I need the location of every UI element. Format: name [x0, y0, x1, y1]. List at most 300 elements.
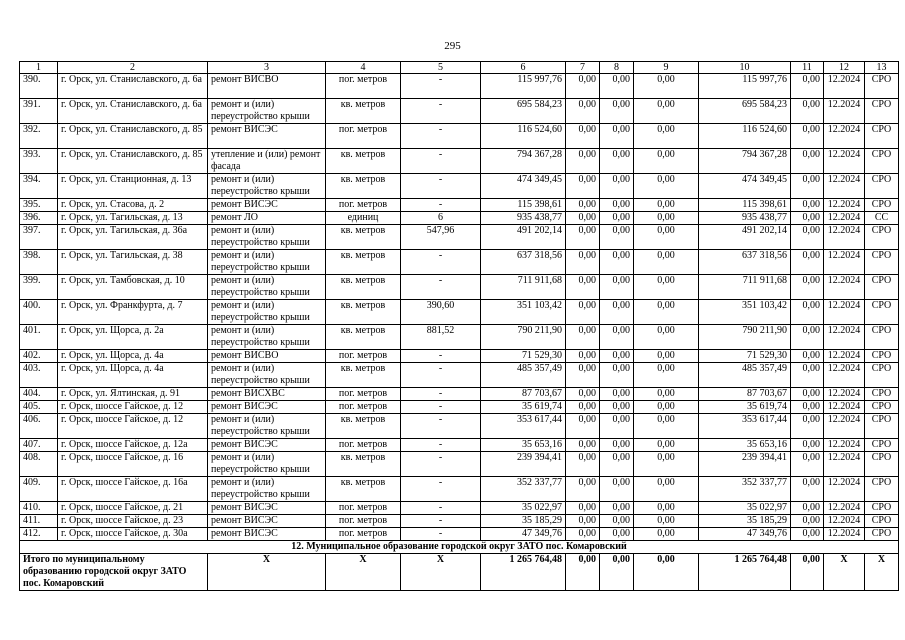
address-cell: г. Орск, шоссе Гайское, д. 16а: [58, 477, 208, 502]
quantity-cell: -: [401, 149, 481, 174]
address-cell: г. Орск, ул. Тагильская, д. 36а: [58, 225, 208, 250]
header-cell: 12: [824, 62, 865, 74]
value-cell: 0,00: [634, 199, 699, 212]
address-cell: г. Орск, ул. Станиславского, д. 6а: [58, 99, 208, 124]
row-number-cell: 400.: [20, 300, 58, 325]
method-cell: СРО: [865, 414, 899, 439]
method-cell: СРО: [865, 149, 899, 174]
row-number-cell: 398.: [20, 250, 58, 275]
total-cell: 0,00: [791, 554, 824, 591]
value-cell: 0,00: [600, 212, 634, 225]
value-cell: 0,00: [600, 502, 634, 515]
cost-cell: 351 103,42: [699, 300, 791, 325]
value-cell: 0,00: [791, 502, 824, 515]
cost-cell: 115 997,76: [699, 74, 791, 99]
method-cell: СРО: [865, 439, 899, 452]
unit-cell: пог. метров: [326, 401, 401, 414]
value-cell: 0,00: [634, 401, 699, 414]
total-cost-cell: 116 524,60: [481, 124, 566, 149]
quantity-cell: -: [401, 174, 481, 199]
table-row: [20, 325, 899, 350]
value-cell: 0,00: [634, 250, 699, 275]
total-cost-cell: 35 022,97: [481, 502, 566, 515]
value-cell: 0,00: [791, 325, 824, 350]
quantity-cell: -: [401, 515, 481, 528]
value-cell: 0,00: [566, 99, 600, 124]
value-cell: 0,00: [566, 414, 600, 439]
section-row: [20, 541, 899, 554]
work-type-cell: ремонт ВИСЭС: [208, 502, 326, 515]
work-type-cell: ремонт и (или) переустройство крыши: [208, 300, 326, 325]
value-cell: 0,00: [791, 149, 824, 174]
address-cell: г. Орск, ул. Щорса, д. 4а: [58, 350, 208, 363]
unit-cell: пог. метров: [326, 528, 401, 541]
unit-cell: кв. метров: [326, 225, 401, 250]
total-cell: X: [824, 554, 865, 591]
total-cell: 0,00: [566, 554, 600, 591]
deadline-cell: 12.2024: [824, 149, 865, 174]
deadline-cell: 12.2024: [824, 515, 865, 528]
row-number-cell: 411.: [20, 515, 58, 528]
work-type-cell: ремонт ВИСВО: [208, 74, 326, 99]
address-cell: г. Орск, ул. Станционная, д. 13: [58, 174, 208, 199]
cost-cell: 794 367,28: [699, 149, 791, 174]
deadline-cell: 12.2024: [824, 325, 865, 350]
unit-cell: пог. метров: [326, 124, 401, 149]
deadline-cell: 12.2024: [824, 388, 865, 401]
work-type-cell: ремонт и (или) переустройство крыши: [208, 99, 326, 124]
unit-cell: кв. метров: [326, 414, 401, 439]
work-type-cell: ремонт и (или) переустройство крыши: [208, 363, 326, 388]
address-cell: г. Орск, шоссе Гайское, д. 12: [58, 401, 208, 414]
value-cell: 0,00: [600, 477, 634, 502]
value-cell: 0,00: [791, 212, 824, 225]
row-number-cell: 391.: [20, 99, 58, 124]
total-cell: 1 265 764,48: [481, 554, 566, 591]
total-cost-cell: 351 103,42: [481, 300, 566, 325]
cost-cell: 35 022,97: [699, 502, 791, 515]
quantity-cell: -: [401, 388, 481, 401]
work-type-cell: ремонт ЛО: [208, 212, 326, 225]
table-row: [20, 300, 899, 325]
value-cell: 0,00: [600, 300, 634, 325]
value-cell: 0,00: [600, 199, 634, 212]
unit-cell: кв. метров: [326, 99, 401, 124]
total-cost-cell: 47 349,76: [481, 528, 566, 541]
value-cell: 0,00: [566, 199, 600, 212]
value-cell: 0,00: [600, 528, 634, 541]
quantity-cell: -: [401, 439, 481, 452]
table-row: [20, 502, 899, 515]
value-cell: 0,00: [791, 515, 824, 528]
value-cell: 0,00: [600, 275, 634, 300]
unit-cell: кв. метров: [326, 174, 401, 199]
address-cell: г. Орск, шоссе Гайское, д. 21: [58, 502, 208, 515]
deadline-cell: 12.2024: [824, 452, 865, 477]
total-cell: 0,00: [634, 554, 699, 591]
total-cost-cell: 115 398,61: [481, 199, 566, 212]
header-cell: 11: [791, 62, 824, 74]
address-cell: г. Орск, ул. Тамбовская, д. 10: [58, 275, 208, 300]
work-type-cell: ремонт и (или) переустройство крыши: [208, 325, 326, 350]
quantity-cell: -: [401, 477, 481, 502]
row-number-cell: 412.: [20, 528, 58, 541]
total-cost-cell: 353 617,44: [481, 414, 566, 439]
value-cell: 0,00: [791, 174, 824, 199]
cost-cell: 790 211,90: [699, 325, 791, 350]
cost-cell: 35 653,16: [699, 439, 791, 452]
total-cost-cell: 87 703,67: [481, 388, 566, 401]
table-row: [20, 212, 899, 225]
value-cell: 0,00: [791, 401, 824, 414]
value-cell: 0,00: [634, 502, 699, 515]
value-cell: 0,00: [634, 515, 699, 528]
value-cell: 0,00: [634, 74, 699, 99]
method-cell: СРО: [865, 124, 899, 149]
deadline-cell: 12.2024: [824, 212, 865, 225]
address-cell: г. Орск, ул. Станиславского, д. 85: [58, 124, 208, 149]
method-cell: СРО: [865, 325, 899, 350]
value-cell: 0,00: [566, 212, 600, 225]
value-cell: 0,00: [634, 414, 699, 439]
address-cell: г. Орск, ул. Ялтинская, д. 91: [58, 388, 208, 401]
quantity-cell: -: [401, 199, 481, 212]
value-cell: 0,00: [791, 225, 824, 250]
method-cell: СРО: [865, 528, 899, 541]
method-cell: СРО: [865, 452, 899, 477]
unit-cell: кв. метров: [326, 275, 401, 300]
header-cell: 4: [326, 62, 401, 74]
value-cell: 0,00: [791, 350, 824, 363]
table-row: [20, 99, 899, 124]
row-number-cell: 390.: [20, 74, 58, 99]
page-number: 295: [444, 40, 461, 52]
table-row: [20, 74, 899, 99]
deadline-cell: 12.2024: [824, 401, 865, 414]
total-cost-cell: 790 211,90: [481, 325, 566, 350]
row-number-cell: 407.: [20, 439, 58, 452]
address-cell: г. Орск, шоссе Гайское, д. 12а: [58, 439, 208, 452]
value-cell: 0,00: [600, 325, 634, 350]
address-cell: г. Орск, ул. Станиславского, д. 6а: [58, 74, 208, 99]
quantity-cell: -: [401, 401, 481, 414]
quantity-cell: 6: [401, 212, 481, 225]
value-cell: 0,00: [600, 174, 634, 199]
value-cell: 0,00: [600, 439, 634, 452]
unit-cell: пог. метров: [326, 439, 401, 452]
total-cell: 1 265 764,48: [699, 554, 791, 591]
quantity-cell: -: [401, 99, 481, 124]
total-cost-cell: 35 653,16: [481, 439, 566, 452]
address-cell: г. Орск, ул. Стасова, д. 2: [58, 199, 208, 212]
quantity-cell: -: [401, 528, 481, 541]
table-row: [20, 401, 899, 414]
row-number-cell: 394.: [20, 174, 58, 199]
row-number-cell: 405.: [20, 401, 58, 414]
value-cell: 0,00: [634, 275, 699, 300]
value-cell: 0,00: [634, 388, 699, 401]
value-cell: 0,00: [634, 212, 699, 225]
value-cell: 0,00: [791, 388, 824, 401]
value-cell: 0,00: [634, 124, 699, 149]
value-cell: 0,00: [566, 250, 600, 275]
value-cell: 0,00: [566, 74, 600, 99]
method-cell: СС: [865, 212, 899, 225]
value-cell: 0,00: [791, 199, 824, 212]
method-cell: СРО: [865, 477, 899, 502]
method-cell: СРО: [865, 250, 899, 275]
unit-cell: кв. метров: [326, 149, 401, 174]
deadline-cell: 12.2024: [824, 414, 865, 439]
cost-cell: 116 524,60: [699, 124, 791, 149]
work-type-cell: ремонт и (или) переустройство крыши: [208, 414, 326, 439]
value-cell: 0,00: [566, 350, 600, 363]
deadline-cell: 12.2024: [824, 250, 865, 275]
value-cell: 0,00: [634, 225, 699, 250]
value-cell: 0,00: [791, 250, 824, 275]
row-number-cell: 392.: [20, 124, 58, 149]
quantity-cell: -: [401, 502, 481, 515]
total-cell: X: [208, 554, 326, 591]
method-cell: СРО: [865, 363, 899, 388]
value-cell: 0,00: [566, 325, 600, 350]
deadline-cell: 12.2024: [824, 363, 865, 388]
unit-cell: кв. метров: [326, 250, 401, 275]
value-cell: 0,00: [600, 225, 634, 250]
value-cell: 0,00: [600, 250, 634, 275]
work-type-cell: ремонт и (или) переустройство крыши: [208, 477, 326, 502]
total-cost-cell: 35 185,29: [481, 515, 566, 528]
work-type-cell: ремонт и (или) переустройство крыши: [208, 452, 326, 477]
unit-cell: кв. метров: [326, 363, 401, 388]
table-row: [20, 439, 899, 452]
value-cell: 0,00: [600, 74, 634, 99]
method-cell: СРО: [865, 275, 899, 300]
unit-cell: пог. метров: [326, 74, 401, 99]
total-cost-cell: 239 394,41: [481, 452, 566, 477]
value-cell: 0,00: [566, 388, 600, 401]
value-cell: 0,00: [566, 300, 600, 325]
row-number-cell: 396.: [20, 212, 58, 225]
total-cell: X: [865, 554, 899, 591]
deadline-cell: 12.2024: [824, 477, 865, 502]
work-type-cell: ремонт ВИСВО: [208, 350, 326, 363]
unit-cell: единиц: [326, 212, 401, 225]
deadline-cell: 12.2024: [824, 174, 865, 199]
table-row: [20, 350, 899, 363]
deadline-cell: 12.2024: [824, 124, 865, 149]
value-cell: 0,00: [600, 515, 634, 528]
row-number-cell: 395.: [20, 199, 58, 212]
table-row: [20, 275, 899, 300]
header-cell: 6: [481, 62, 566, 74]
cost-cell: 491 202,14: [699, 225, 791, 250]
deadline-cell: 12.2024: [824, 225, 865, 250]
quantity-cell: 390,60: [401, 300, 481, 325]
value-cell: 0,00: [634, 99, 699, 124]
quantity-cell: -: [401, 363, 481, 388]
deadline-cell: 12.2024: [824, 99, 865, 124]
unit-cell: кв. метров: [326, 452, 401, 477]
work-type-cell: ремонт и (или) переустройство крыши: [208, 174, 326, 199]
total-cost-cell: 794 367,28: [481, 149, 566, 174]
value-cell: 0,00: [566, 124, 600, 149]
value-cell: 0,00: [634, 452, 699, 477]
work-type-cell: ремонт и (или) переустройство крыши: [208, 275, 326, 300]
work-type-cell: ремонт и (или) переустройство крыши: [208, 225, 326, 250]
method-cell: СРО: [865, 388, 899, 401]
value-cell: 0,00: [566, 439, 600, 452]
method-cell: СРО: [865, 401, 899, 414]
cost-cell: 239 394,41: [699, 452, 791, 477]
value-cell: 0,00: [634, 477, 699, 502]
total-cost-cell: 935 438,77: [481, 212, 566, 225]
address-cell: г. Орск, ул. Станиславского, д. 85: [58, 149, 208, 174]
value-cell: 0,00: [600, 414, 634, 439]
unit-cell: кв. метров: [326, 477, 401, 502]
total-cell: X: [326, 554, 401, 591]
quantity-cell: -: [401, 452, 481, 477]
header-cell: 5: [401, 62, 481, 74]
method-cell: СРО: [865, 99, 899, 124]
value-cell: 0,00: [566, 363, 600, 388]
header-cell: 1: [20, 62, 58, 74]
value-cell: 0,00: [566, 275, 600, 300]
table-row: [20, 174, 899, 199]
unit-cell: пог. метров: [326, 515, 401, 528]
cost-cell: 485 357,49: [699, 363, 791, 388]
address-cell: г. Орск, ул. Щорса, д. 2а: [58, 325, 208, 350]
total-cell: 0,00: [600, 554, 634, 591]
table-row: [20, 528, 899, 541]
header-cell: 3: [208, 62, 326, 74]
address-cell: г. Орск, шоссе Гайское, д. 12: [58, 414, 208, 439]
value-cell: 0,00: [791, 414, 824, 439]
quantity-cell: 881,52: [401, 325, 481, 350]
value-cell: 0,00: [566, 452, 600, 477]
value-cell: 0,00: [566, 149, 600, 174]
work-type-cell: ремонт ВИСЭС: [208, 528, 326, 541]
unit-cell: пог. метров: [326, 350, 401, 363]
total-cost-cell: 35 619,74: [481, 401, 566, 414]
total-cost-cell: 352 337,77: [481, 477, 566, 502]
deadline-cell: 12.2024: [824, 439, 865, 452]
total-cost-cell: 491 202,14: [481, 225, 566, 250]
row-number-cell: 410.: [20, 502, 58, 515]
total-row: [20, 554, 899, 591]
unit-cell: кв. метров: [326, 300, 401, 325]
row-number-cell: 393.: [20, 149, 58, 174]
row-number-cell: 404.: [20, 388, 58, 401]
method-cell: СРО: [865, 199, 899, 212]
cost-cell: 352 337,77: [699, 477, 791, 502]
row-number-cell: 408.: [20, 452, 58, 477]
cost-cell: 935 438,77: [699, 212, 791, 225]
value-cell: 0,00: [634, 325, 699, 350]
table-row: [20, 477, 899, 502]
method-cell: СРО: [865, 515, 899, 528]
value-cell: 0,00: [791, 439, 824, 452]
deadline-cell: 12.2024: [824, 300, 865, 325]
value-cell: 0,00: [634, 350, 699, 363]
cost-cell: 71 529,30: [699, 350, 791, 363]
value-cell: 0,00: [791, 99, 824, 124]
table-row: [20, 515, 899, 528]
cost-cell: 695 584,23: [699, 99, 791, 124]
deadline-cell: 12.2024: [824, 199, 865, 212]
table-row: [20, 363, 899, 388]
row-number-cell: 402.: [20, 350, 58, 363]
value-cell: 0,00: [634, 149, 699, 174]
deadline-cell: 12.2024: [824, 275, 865, 300]
header-cell: 8: [600, 62, 634, 74]
method-cell: СРО: [865, 300, 899, 325]
cost-cell: 474 349,45: [699, 174, 791, 199]
total-cost-cell: 474 349,45: [481, 174, 566, 199]
quantity-cell: 547,96: [401, 225, 481, 250]
total-cost-cell: 637 318,56: [481, 250, 566, 275]
quantity-cell: -: [401, 250, 481, 275]
unit-cell: пог. метров: [326, 388, 401, 401]
total-cost-cell: 71 529,30: [481, 350, 566, 363]
quantity-cell: -: [401, 124, 481, 149]
section-title: 12. Муниципальное образование городской округ ЗАТО пос. Комаровский: [20, 541, 899, 554]
address-cell: г. Орск, шоссе Гайское, д. 30а: [58, 528, 208, 541]
quantity-cell: -: [401, 414, 481, 439]
total-cost-cell: 115 997,76: [481, 74, 566, 99]
row-number-cell: 409.: [20, 477, 58, 502]
quantity-cell: -: [401, 74, 481, 99]
total-cost-cell: 485 357,49: [481, 363, 566, 388]
address-cell: г. Орск, ул. Тагильская, д. 38: [58, 250, 208, 275]
method-cell: СРО: [865, 174, 899, 199]
column-number-header: [20, 62, 899, 74]
header-cell: 9: [634, 62, 699, 74]
method-cell: СРО: [865, 502, 899, 515]
address-cell: г. Орск, ул. Франкфурта, д. 7: [58, 300, 208, 325]
value-cell: 0,00: [600, 149, 634, 174]
value-cell: 0,00: [566, 502, 600, 515]
work-type-cell: ремонт ВИСЭС: [208, 515, 326, 528]
value-cell: 0,00: [600, 363, 634, 388]
deadline-cell: 12.2024: [824, 74, 865, 99]
cost-cell: 47 349,76: [699, 528, 791, 541]
value-cell: 0,00: [600, 99, 634, 124]
value-cell: 0,00: [791, 477, 824, 502]
deadline-cell: 12.2024: [824, 502, 865, 515]
method-cell: СРО: [865, 225, 899, 250]
value-cell: 0,00: [566, 225, 600, 250]
value-cell: 0,00: [791, 363, 824, 388]
cost-cell: 637 318,56: [699, 250, 791, 275]
cost-cell: 87 703,67: [699, 388, 791, 401]
cost-cell: 35 185,29: [699, 515, 791, 528]
value-cell: 0,00: [634, 439, 699, 452]
work-type-cell: ремонт и (или) переустройство крыши: [208, 250, 326, 275]
address-cell: г. Орск, ул. Тагильская, д. 13: [58, 212, 208, 225]
header-cell: 2: [58, 62, 208, 74]
value-cell: 0,00: [566, 174, 600, 199]
row-number-cell: 401.: [20, 325, 58, 350]
work-type-cell: ремонт ВИСЭС: [208, 199, 326, 212]
capital-repair-table: [19, 61, 899, 591]
work-type-cell: утепление и (или) ремонт фасада: [208, 149, 326, 174]
value-cell: 0,00: [791, 124, 824, 149]
value-cell: 0,00: [634, 300, 699, 325]
address-cell: г. Орск, ул. Щорса, д. 4а: [58, 363, 208, 388]
deadline-cell: 12.2024: [824, 350, 865, 363]
table-row: [20, 225, 899, 250]
